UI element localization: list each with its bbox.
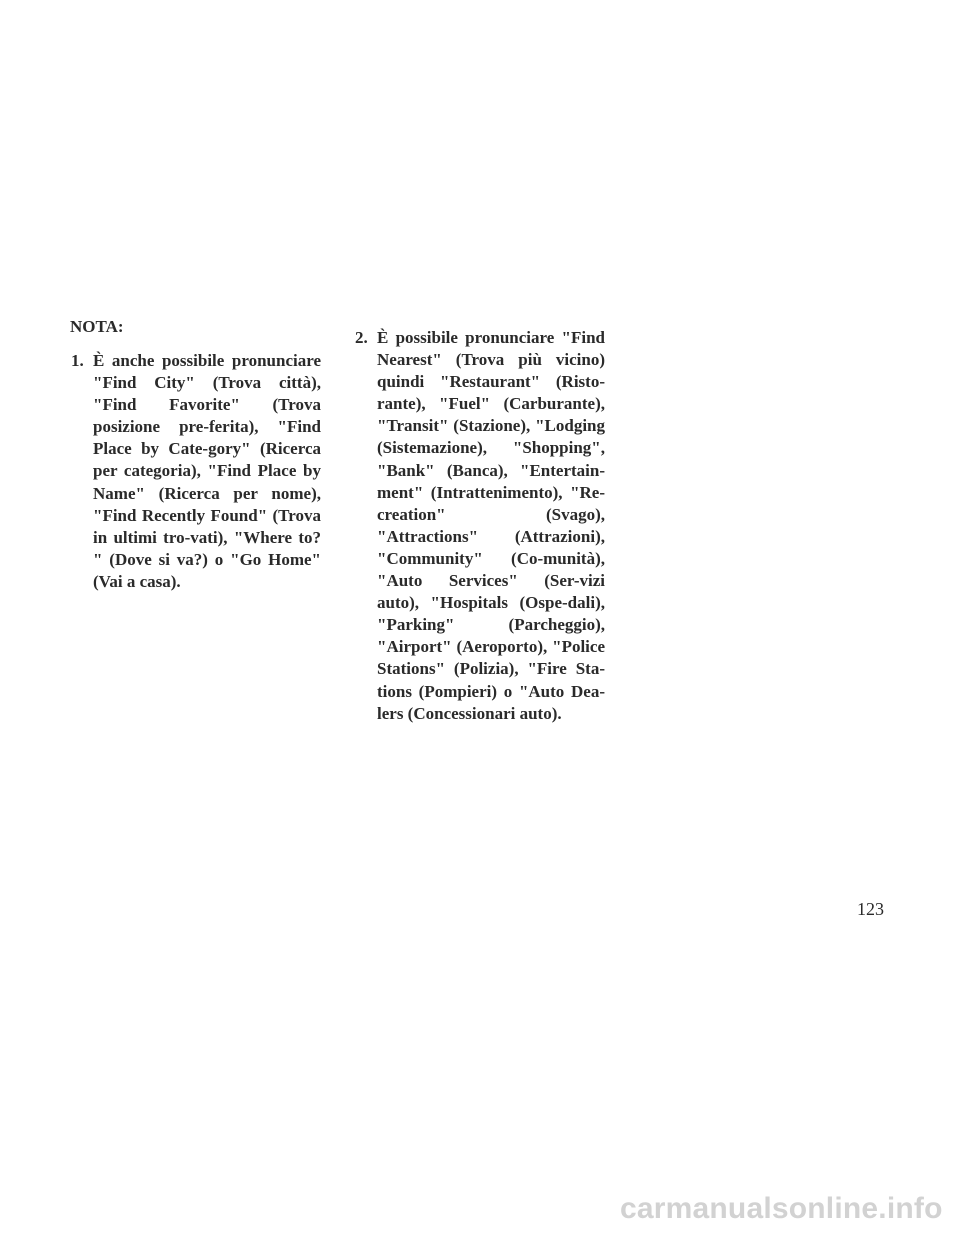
item-text: È anche possibile pronunciare "Find City" (Trova città), "Find Favorite" (Trova posizione pre-ferita), "Find Place by Cate-gory" (Ricerca per categoria), "Find Place by Name" (Ricerca per nome), "Find Recently Found" (Trova in ultimi tro-vati), "Where to? " (Dove si va?) o "Go Home" (Vai a casa).: [93, 351, 321, 591]
item-number: 1.: [71, 351, 84, 370]
list-item: [355, 327, 605, 725]
watermark: carmanualsonline.info: [620, 1192, 943, 1225]
page-number: 123: [857, 899, 884, 919]
item-number: 2.: [355, 328, 368, 347]
item-text: È possibile pronunciare "Find Nearest" (Trova più vicino) quindi "Restaurant" (Risto-rante), "Fuel" (Carburante), "Transit" (Stazione), "Lodging (Sistemazione), "Shopping", "Bank" (Banca), "Entertain-ment" (Intrattenimento), "Re-creation" (Svago), "Attractions" (Attrazioni), "Community" (Co-munità), "Auto Services" (Ser-vizi auto), "Hospitals (Ospe-dali), "Parking" (Parcheggio), "Airport" (Aeroporto), "Police Stations" (Polizia), "Fire Sta-tions (Pompieri) o "Auto Dea-lers (Concessionari auto).: [377, 328, 605, 723]
note-heading: NOTA:: [70, 317, 124, 336]
list-item: [71, 350, 321, 593]
